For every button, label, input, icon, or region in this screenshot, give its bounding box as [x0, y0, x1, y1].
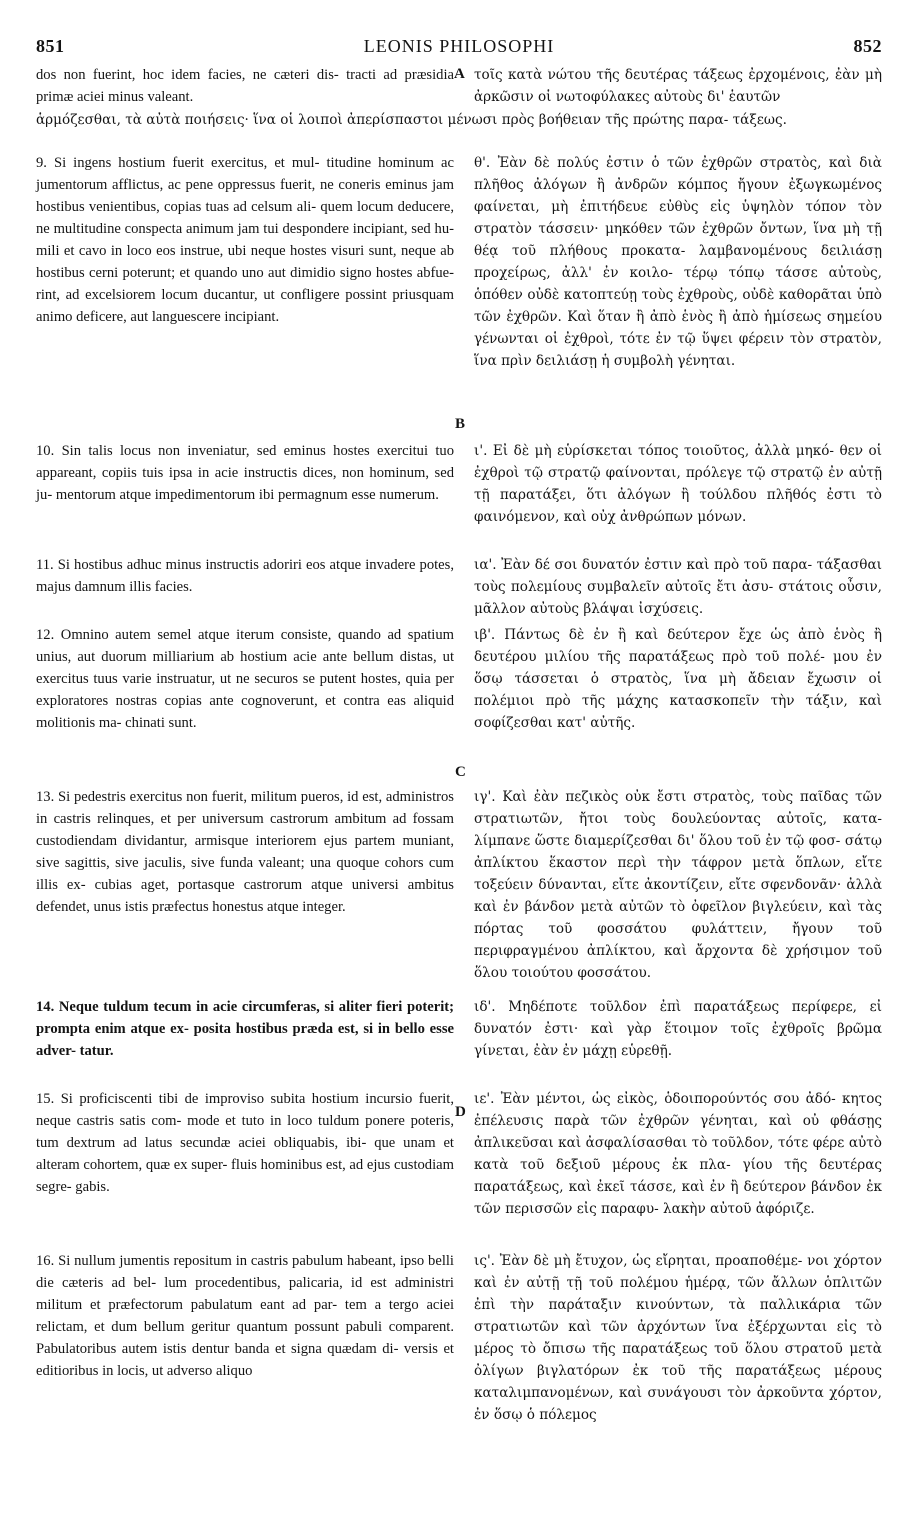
latin-section-16: [36, 1250, 454, 1382]
greek-paragraph: ιγ'. Καὶ ἐὰν πεζικὸς οὐκ ἔστι στρατὸς, τοὺς παῖδας τῶν στρατιωτῶν, ἤτοι τοὺς δουλεύοντας αὐτοῖς, κατα- λίμπανε ὥστε διαμερίζεσθαι δι' ὅλου τοῦ ἐν τῷ φοσ- σάτῳ ἀπλίκτου ἕκαστον περὶ τὴν τάφρον μετὰ ὅπλων, εἴτε τοξεύειν δύνανται, εἴτε ἀκοντίζειν, εἴτε σφενδονᾶν· ἀλλὰ καὶ ἐν βάνδον μετὰ αὐτῶν τὸ ὀφεῖλον βιγλεύειν, καὶ τὰς πόρτας τοῦ φοσσάτου φυλάττειν, ἤγουν τοῦ περιφραγμένου ἀπλίκτου, καὶ ἄρχοντα δὲ χρήσιμον τοῦ ὅλου τοιούτου φοσσάτου.: [474, 789, 882, 981]
latin-paragraph: 16. Si nullum jumentis repositum in castris pabulum habeant, ipso belli die cæteris ad bel- lum procedentibus, palicaria, id est administri militum et præfectorum pabulatum eant ad par- tem a tergo aciei relictam, et dum bellum geritur quantum possunt pabuli comparent. Pabulatoribus autem istis dentur banda et signa quædam di- versis et editioribus in locis, ut adverso aliquo: [36, 1253, 454, 1379]
greek-paragraph: τοῖς κατὰ νώτου τῆς δευτέρας τάξεως ἐρχομένοις, ἐὰν μὴ ἀρκῶσιν οἱ νωτοφύλακες αὐτοὺς δι' ἑαυτῶν: [474, 67, 882, 105]
latin-section-13: [36, 786, 454, 918]
running-title: LEONIS PHILOSOPHI: [363, 36, 555, 56]
greek-paragraph: ι'. Εἰ δὲ μὴ εὑρίσκεται τόπος τοιοῦτος, ἀλλὰ μηκό- θεν οἱ ἐχθροὶ τῷ στρατῷ φαίνονται, πρόλεγε τῷ στρατῷ ἐν αὐτῇ τῇ παρατάξει, ὅτι ἀλόγων ἢ τούλδου πλῆθός ἐστι τὸ φαινόμενον, καὶ οὐχ ἀνθρώπων μόνων.: [474, 443, 882, 525]
latin-paragraph: 11. Si hostibus adhuc minus instructis adoriri eos atque invadere potes, majus damnum illis facies.: [36, 557, 454, 595]
greek-continuation: [474, 64, 882, 108]
latin-section-12: [36, 624, 454, 734]
greek-paragraph: ιε'. Ἐὰν μέντοι, ὡς εἰκὸς, ὁδοιπορούντός σου ἀδό- κητος ἐπέλευσις παρὰ τῶν ἐχθρῶν γένηται, καὶ οὐ φθάσῃς ἀπλικεῦσαι καὶ ἀσφαλίσασθαι τὸ τοῦλδον, τότε φέρε αὐτὸ κατὰ τοῦ δεξιοῦ μέρους ἐκ πλα- γίου τῆς δευτέρας παρατάξεως, καὶ ἐκεῖ τάσσε, καὶ ἐν ἢ δεύτερον βάνδον ἐκ τῶν περισσῶν εἰς παραφυ- λακὴν αὐτοῦ ἀφόριζε.: [474, 1091, 882, 1217]
latin-paragraph: 15. Si proficiscenti tibi de improviso subita hostium incursio fuerit, neque castris satis com- mode et tuto in loco tuldum ponere poteris, tum dextrum ad latus secundæ aciei obliquabis, ibi- que unam et alteram cohortem, quæ ex super- fluis hominibus est, ad ejus custodiam segre- gabis.: [36, 1091, 454, 1195]
greek-paragraph: ις'. Ἐὰν δὲ μὴ ἔτυχον, ὡς εἴρηται, προαποθέμε- νοι χόρτον καὶ ἐν αὐτῇ τῇ τοῦ πολέμου ἡμέρᾳ, τῶν ἄλλων ὁπλιτῶν ἐπὶ τὴν παράταξιν κινούντων, τὰ παλλικάρια τῶν στρατιωτῶν καὶ τῶν ἀρχόντων ἵνα ἐξέρχωνται εἰς τὸ μέρος τὸ ὄπισω τῆς παρατάξεως τοῦ ὅλου στρατοῦ μετὰ ὀλίγων βιγλατόρων ἐκ τοῦ τῆς παρατάξεως μέρους καταλιμπανομένων, καὶ συνάγουσι τὸν ἀρκοῦντα χόρτον, ἐν ὅσῳ ὁ πόλεμος: [474, 1253, 882, 1423]
greek-section-14: [474, 996, 882, 1062]
page-number-right: 852: [853, 36, 882, 56]
greek-paragraph: ἁρμόζεσθαι, τὰ αὐτὰ ποιήσεις· ἵνα οἱ λοιποὶ ἀπερίσπαστοι μένωσι πρὸς βοήθειαν τῆς πρώτης παρα- τάξεως.: [36, 112, 787, 128]
section-marker-a: A: [454, 66, 465, 82]
latin-section-14: [36, 996, 454, 1062]
greek-section-13: [474, 786, 882, 984]
greek-paragraph: ια'. Ἐὰν δέ σοι δυνατόν ἐστιν καὶ πρὸ τοῦ παρα- τάξασθαι τοὺς πολεμίους συμβαλεῖν αὐτοῖς ἔτι ἀσυ- στάτοις οὖσιν, μᾶλλον αὐτοὺς βλάψαι ἰσχύσεις.: [474, 557, 882, 617]
section-marker-c: C: [455, 764, 466, 780]
greek-section-11: [474, 554, 882, 620]
greek-paragraph: θ'. Ἐὰν δὲ πολύς ἐστιν ὁ τῶν ἐχθρῶν στρατὸς, καὶ διὰ πλῆθος ἀλόγων ἢ ἀνδρῶν κόμπος ἤγουν ἐξωγκωμένος φαίνεται, μὴ ἐπιτήδευε εὐθὺς εἰς ὑψηλὸν τόπον τὸν στρατὸν τάσσειν· μηκόθεν τῶν ἐχθρῶν ὄντων, ἵνα μὴ τῇ θέᾳ τοῦ πλήθους προκατα- λαμβανομένους δειλιάσῃ προχείρως, ἀλλ' ἐν κοιλο- τέρῳ τόπῳ τάσσε αὐτοὺς, ὁπόθεν οὐδὲ κατοπτεύῃ τοὺς ἐχθροὺς, οὐδὲ καθορᾶται ὑπὸ τῶν ἐχθρῶν. Καὶ ὅταν ἢ ἀπὸ ἑνὸς ἢ ἀπὸ ἡμίσεως σημείου γένωνται οἱ ἐχθροὶ, τότε ἐν τῷ ὕψει φέρειν τὸν στρατὸν, ἵνα πρὶν δειλιάσῃ ἡ συμβολὴ γένηται.: [474, 155, 882, 369]
greek-section-12: [474, 624, 882, 734]
section-marker-b: B: [455, 416, 466, 432]
greek-section-9: [474, 152, 882, 372]
greek-section-15: [474, 1088, 882, 1220]
greek-section-16: [474, 1250, 882, 1426]
latin-section-15: [36, 1088, 454, 1198]
latin-section-10: [36, 440, 454, 506]
latin-section-11: [36, 554, 454, 598]
page-header: [36, 36, 882, 60]
page-number-left: 851: [36, 36, 65, 56]
latin-paragraph: dos non fuerint, hoc idem facies, ne cæteri dis- tracti ad præsidia primæ aciei minus valeant.: [36, 67, 454, 105]
latin-paragraph: 10. Sin talis locus non inveniatur, sed eminus hostes exercitui tuo appareant, copiis tuis ipsa in acie instructis dices, non hominum, sed ju- mentorum atque impedimentorum ibi permagnum esse numerum.: [36, 443, 454, 503]
latin-continuation: [36, 64, 454, 108]
greek-paragraph: ιβ'. Πάντως δὲ ἐν ἢ καὶ δεύτερον ἔχε ὡς ἀπὸ ἑνὸς ἢ δευτέρου μιλίου τῆς παρατάξεως πρὸ τοῦ πολέ- μου ἐν ὅσῳ τάσσεται ὁ στρατὸς, ἵνα μὴ ἄδειαν ἔχωσιν οἱ πολέμιοι πρὸ τῆς μάχης κατασκοπεῖν τὴν τάξιν, καὶ σοφίζεσθαι κατ' αὐτῆς.: [474, 627, 882, 731]
greek-section-10: [474, 440, 882, 528]
latin-section-9: [36, 152, 454, 328]
section-marker-d: D: [455, 1104, 466, 1120]
latin-paragraph: 14. Neque tuldum tecum in acie circumferas, si aliter fieri poterit; prompta enim atque ex- posita hostibus præda est, si in bello esse adver- tatur.: [36, 999, 454, 1059]
greek-paragraph: ιδ'. Μηδέποτε τοῦλδον ἐπὶ παρατάξεως περίφερε, εἰ δυνατόν ἐστι· καὶ γὰρ ἕτοιμον τοῖς ἐχθροῖς βρῶμα γίνεται, ἐὰν ἐν μάχῃ εὑρεθῇ.: [474, 999, 882, 1059]
fullwidth-greek-line: [36, 109, 882, 131]
latin-paragraph: 12. Omnino autem semel atque iterum consiste, quando ad spatium unius, aut duorum milliarium ab hostium acie ante bellum distas, ut exercitus tuus varie instruatur, ut ne securos se putent hostes, quia per exploratores nostras copias ante cognoverunt, et contra eas aliquid molitionis ma- chinati sunt.: [36, 627, 454, 731]
latin-paragraph: 13. Si pedestris exercitus non fuerit, militum pueros, id est, administros in castris relinques, et per universum castrorum ambitum ad fossam custodiendam dividantur, armisque interiorem ejus partem muniant, sive sagittis, sive jaculis, sive funda valeant; una quoque cohors cum illis ex- cubias aget, portasque castrorum atque universi ambitus defendet, unus istis præfectus honestus atque integer.: [36, 789, 454, 915]
latin-paragraph: 9. Si ingens hostium fuerit exercitus, et mul- titudine hominum ac jumentorum afflictus, ac pene oppressus fuerit, ne coneris eminus jam hostibus venientibus, copias tuas ad celsum ali- quem locum deducere, ne multitudine conspecta animum jam tui despondere incipiant, sed hu- mili et cavo in loco eos instrue, ubi neque hostes visuri sunt, neque ab hostibus cerni poterunt; et quando uno aut dimidio signo hostes abfue- rint, ad excelsiorem locum ducantur, ut confligere possint priusquam animo deficere, aut languescere incipiant.: [36, 155, 454, 325]
